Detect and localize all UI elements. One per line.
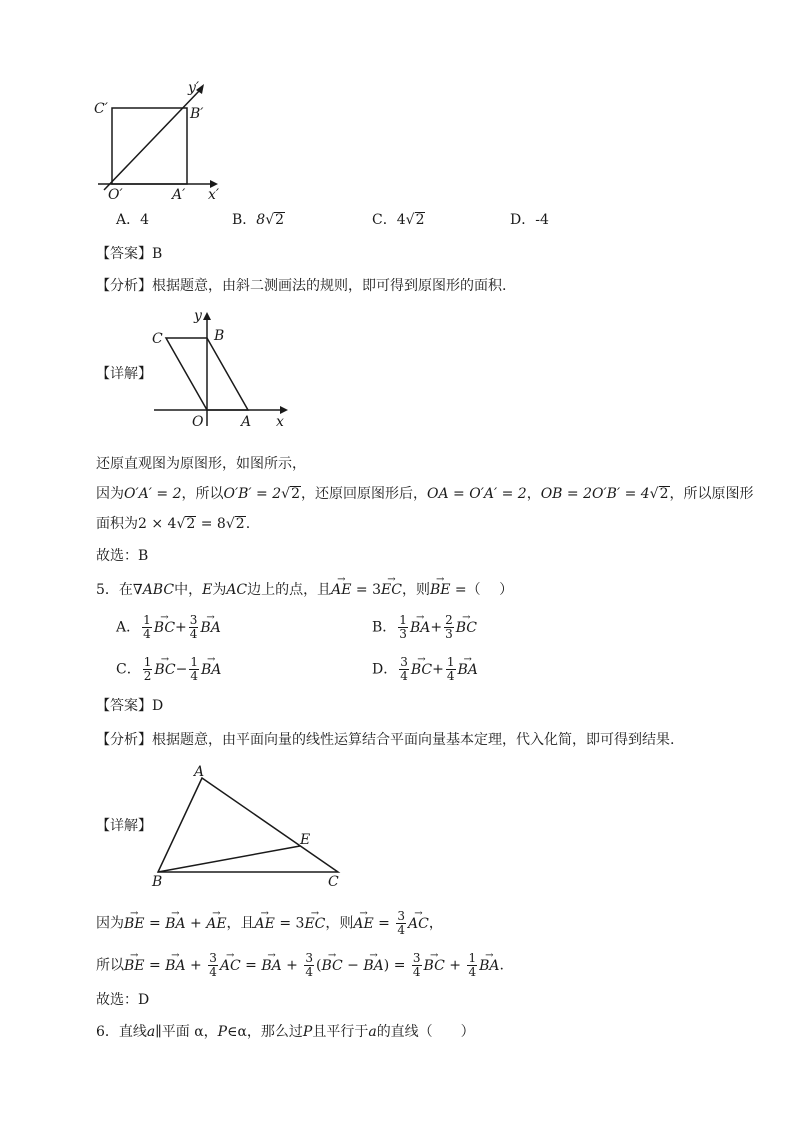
q4-detail-line2: 因为O′A′ = 2，所以O′B′ = 2√2，还原回原图形后，OA = O′A′ = 2，OB = 2O′B′ = 4√2，所以原图形: [96, 486, 754, 502]
q4-answer: 【答案】B: [96, 246, 163, 262]
label-c-prime: C′: [94, 101, 108, 117]
q4-option-b: B．8√2: [232, 212, 285, 228]
q6-stem: 6．直线a∥平面 α，P∈α，那么过P且平行于a的直线（ ）: [96, 1024, 475, 1040]
label-e: E: [300, 832, 311, 848]
q5-detail-line2: 所以→ BE = → BA + $\frac{3}{4}$ → AC = → BA + $\frac{3}{4}$ (→ BC − → BA) = $\frac{3}{4}$ → BC + $\frac{1}{4}$ → BA.: [96, 952, 504, 979]
q5-option-a: A． $\frac{1}{4}$ → BC+ $\frac{3}{4}$ → BA: [116, 614, 221, 641]
triangle-figure: [146, 762, 350, 890]
q4-detail-line3: 面积为2 × 4√2 = 8√2.: [96, 516, 251, 532]
label-a: A: [241, 414, 252, 430]
y-arrow: [203, 312, 211, 320]
label-y: y: [194, 308, 202, 324]
q5-option-b: B． $\frac{1}{3}$ → BA+ $\frac{2}{3}$ → BC: [372, 614, 477, 641]
oblique-view-figure: [92, 76, 232, 202]
label-o-prime: O′: [108, 187, 123, 202]
label-c: C: [328, 874, 339, 890]
q5-option-d: D． $\frac{3}{4}$ → BC+ $\frac{1}{4}$ → BA: [372, 656, 478, 683]
q5-stem: 5．在∇ABC中，E为AC边上的点，且→ AE = 3→ EC，则→ BE =（ ）: [96, 580, 513, 600]
label-c: C: [152, 331, 163, 347]
q4-detail-tag: 【详解】: [96, 366, 152, 382]
label-b: B: [214, 328, 225, 344]
q4-choose: 故选：B: [96, 548, 149, 564]
q5-answer: 【答案】D: [96, 698, 164, 714]
q4-detail-line1: 还原直观图为原图形，如图所示，: [96, 456, 306, 472]
q5-detail-line1: 因为→ BE = → BA + → AE，且→ AE = 3→ EC，则→ AE = $\frac{3}{4}$ → AC，: [96, 910, 443, 937]
label-y-prime: y′: [188, 80, 200, 96]
q4-option-c: C．4√2: [372, 212, 425, 228]
q4-option-d: D．-4: [510, 212, 549, 228]
square-oabc-prime: [112, 108, 187, 184]
y-axis-prime: [104, 90, 200, 190]
q5-choose: 故选：D: [96, 992, 150, 1008]
q4-analysis: 【分析】根据题意，由斜二测画法的规则，即可得到原图形的面积.: [96, 278, 507, 294]
q5-analysis: 【分析】根据题意，由平面向量的线性运算结合平面向量基本定理，代入化简，即可得到结果.: [96, 732, 675, 748]
label-b: B: [152, 874, 163, 890]
q5-detail-tag: 【详解】: [96, 818, 152, 834]
x-arrow: [280, 406, 288, 414]
original-figure: [148, 306, 294, 430]
label-a-prime: A′: [172, 187, 186, 202]
label-x-prime: x′: [208, 187, 220, 202]
q4-option-a: A．4: [116, 212, 150, 228]
label-a: A: [194, 764, 205, 780]
label-b-prime: B′: [190, 106, 204, 122]
q5-option-c: C． $\frac{1}{2}$ → BC− $\frac{1}{4}$ → BA: [116, 656, 221, 683]
segment-be: [158, 846, 300, 872]
triangle-abc: [158, 778, 338, 872]
label-o: O: [192, 414, 204, 430]
label-x: x: [276, 414, 284, 430]
